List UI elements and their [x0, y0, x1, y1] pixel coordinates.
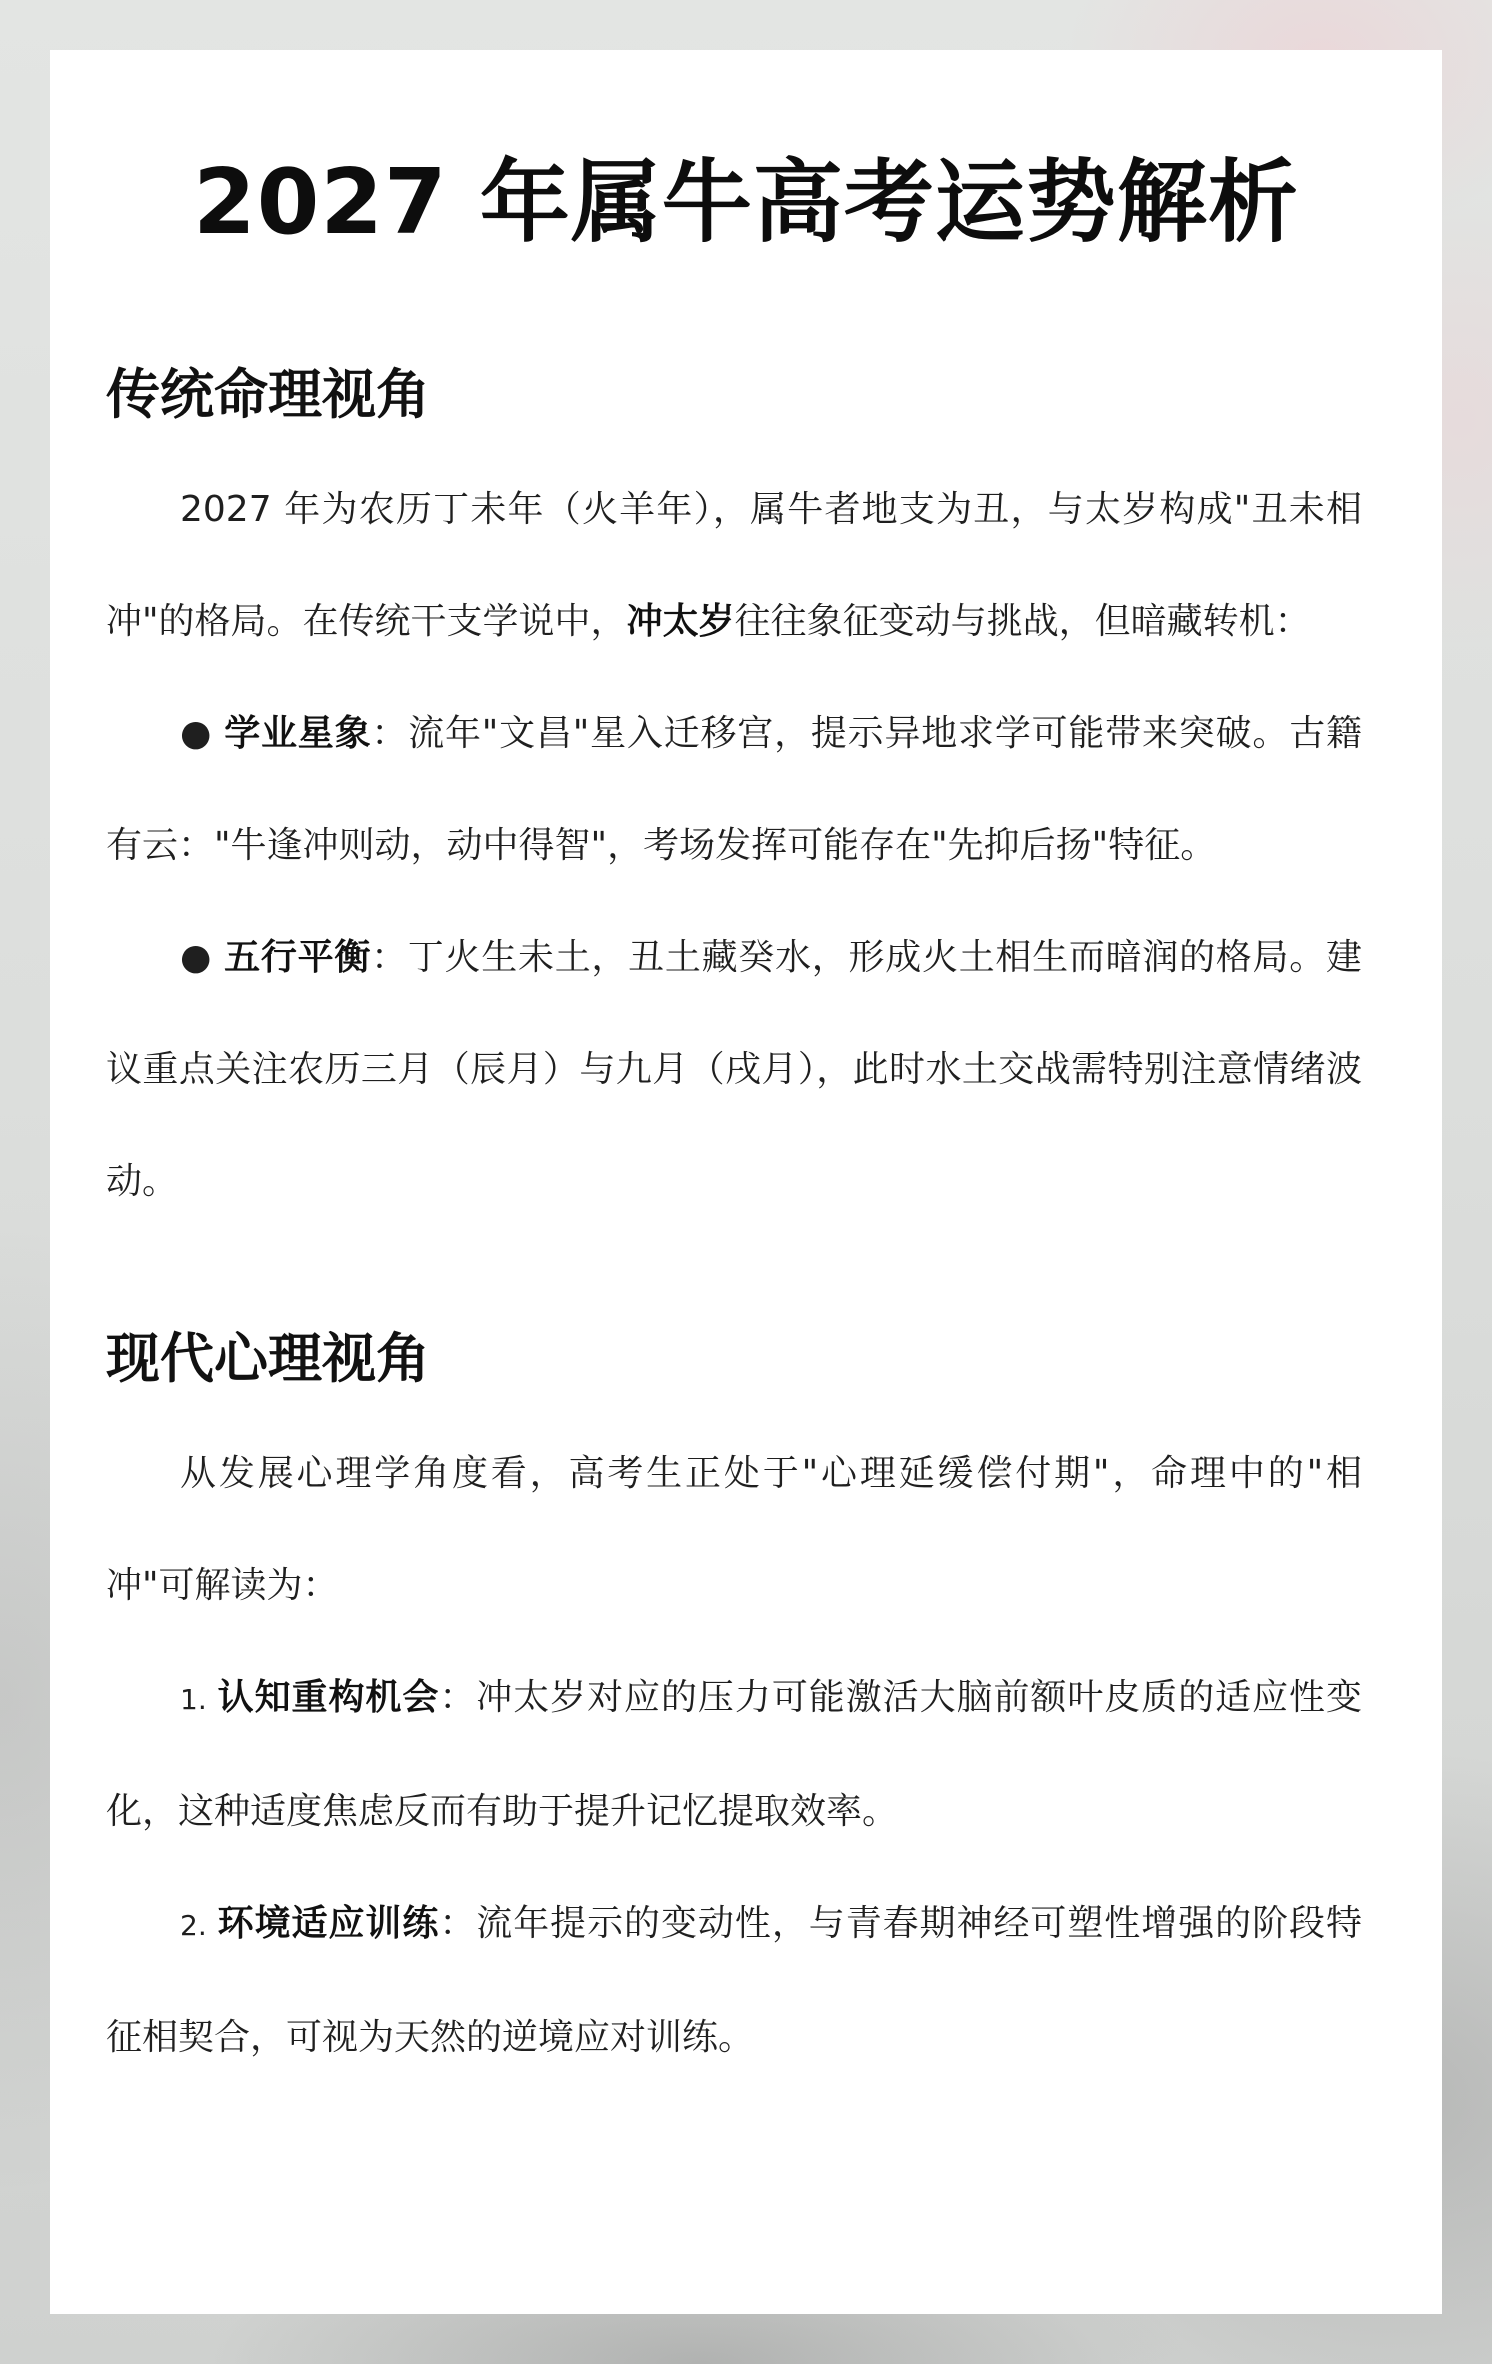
bullet-text: ：丁火生未土，丑土藏癸水，形成火土相生而暗润的格局。建议重点关注农历三月（辰月）与九月（戌月），此时水土交战需特别注意情绪波动。 — [106, 937, 1362, 1202]
traditional-bullet-item — [106, 678, 1362, 902]
bullet-label: 学业星象 — [223, 713, 372, 754]
item-number: 1. — [180, 1683, 207, 1716]
section-heading-modern: 现代心理视角 — [106, 1327, 430, 1390]
traditional-bullet-item — [106, 902, 1362, 1238]
article-card — [50, 50, 1442, 2314]
item-text: ：冲太岁对应的压力可能激活大脑前额叶皮质的适应性变化，这种适度焦虑反而有助于提升记忆提取效率。 — [106, 1677, 1362, 1832]
bullet-dot-icon: ● — [180, 713, 212, 754]
section-heading-traditional: 传统命理视角 — [106, 363, 430, 426]
traditional-intro-text: 2027 年为农历丁未年（火羊年），属牛者地支为丑，与太岁构成"丑未相冲"的格局。在传统干支学说中， — [106, 489, 1362, 642]
traditional-intro-emphasis: 冲太岁 — [626, 601, 735, 642]
item-number: 2. — [180, 1909, 207, 1942]
bullet-label: 五行平衡 — [223, 937, 372, 978]
modern-intro-paragraph: 从发展心理学角度看，高考生正处于"心理延缓偿付期"，命理中的"相冲"可解读为： — [106, 1453, 1362, 1606]
traditional-intro-paragraph — [106, 454, 1362, 678]
page-title: 2027 年属牛高考运势解析 — [193, 150, 1299, 255]
traditional-intro-text-end: 往往象征变动与挑战，但暗藏转机： — [734, 601, 1311, 642]
bullet-dot-icon: ● — [180, 937, 212, 978]
modern-numbered-item — [106, 1868, 1362, 2094]
modern-numbered-item — [106, 1642, 1362, 1868]
item-text: ：流年提示的变动性，与青春期神经可塑性增强的阶段特征相契合，可视为天然的逆境应对训练。 — [106, 1903, 1362, 2058]
bullet-text: ：流年"文昌"星入迁移宫，提示异地求学可能带来突破。古籍有云："牛逢冲则动，动中得智"，考场发挥可能存在"先抑后扬"特征。 — [106, 713, 1362, 866]
item-label: 认知重构机会 — [216, 1677, 440, 1718]
item-label: 环境适应训练 — [216, 1903, 440, 1944]
